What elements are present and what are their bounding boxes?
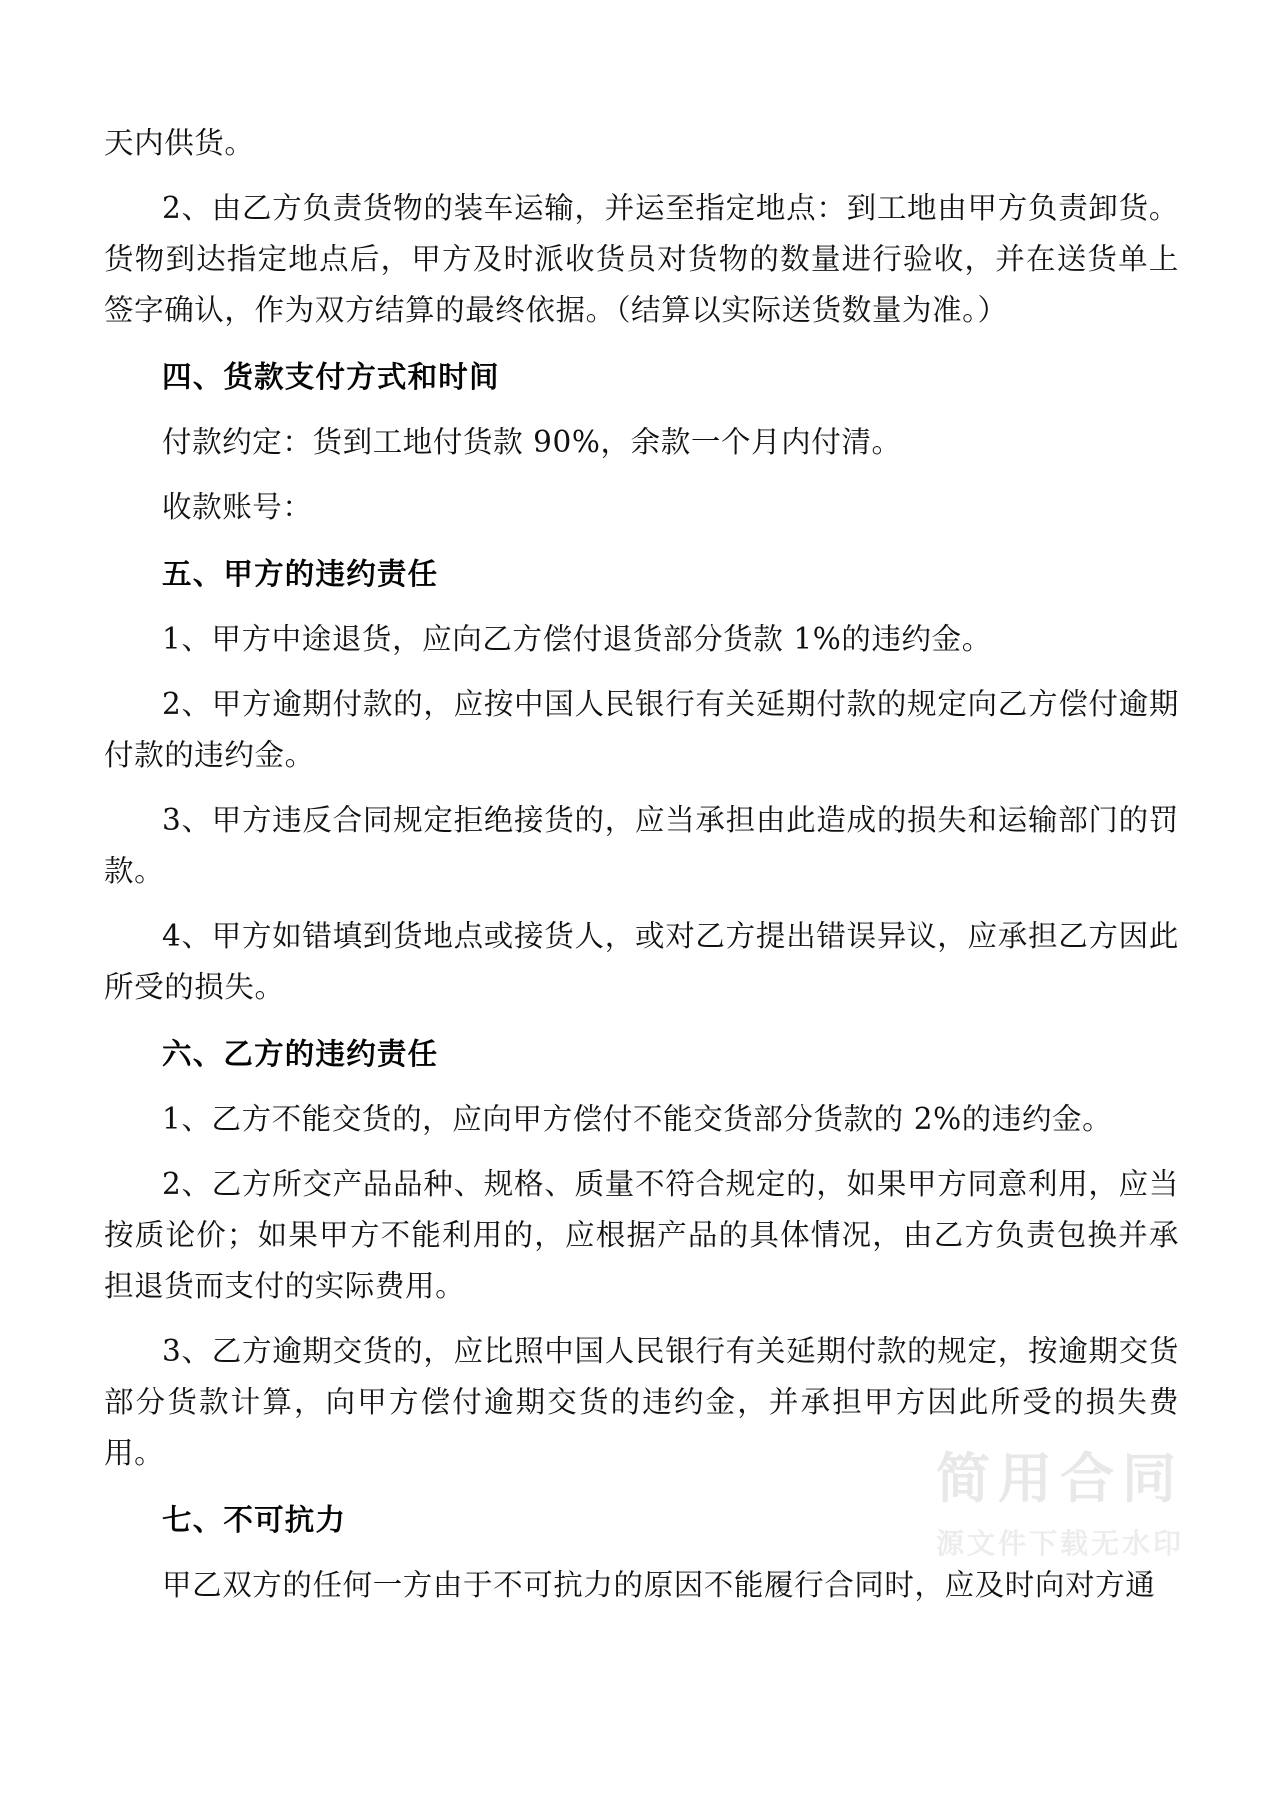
paragraph-receiving-account: 收款账号： [162,490,313,524]
document-body [104,118,1179,1625]
paragraph-party-a-item-2: 2、甲方逾期付款的，应按中国人民银行有关延期付款的规定向乙方偿付逾期付款的违约金。 [104,687,1179,772]
section-heading-party-b-liability: 六、乙方的违约责任 [162,1037,439,1071]
section-heading-force-majeure: 七、不可抗力 [162,1503,347,1537]
watermark-brand-text: 简用合同 [935,1446,1184,1510]
section-heading-payment: 四、货款支付方式和时间 [162,360,500,394]
section-heading-party-a-liability: 五、甲方的违约责任 [162,557,439,591]
paragraph-continuation: 天内供货。 [104,126,255,160]
paragraph-payment-terms: 付款约定：货到工地付货款 90%，余款一个月内付清。 [162,425,902,459]
paragraph-party-b-item-3: 3、乙方逾期交货的，应比照中国人民银行有关延期付款的规定，按逾期交货部分货款计算，向甲方偿付逾期交货的违约金，并承担甲方因此所受的损失费用。 [104,1334,1179,1470]
paragraph-force-majeure-body: 甲乙双方的任何一方由于不可抗力的原因不能履行合同时，应及时向对方通 [162,1568,1156,1602]
paragraph-delivery-transport: 2、由乙方负责货物的装车运输，并运至指定地点：到工地由甲方负责卸货。货物到达指定地点后，甲方及时派收货员对货物的数量进行验收，并在送货单上签字确认，作为双方结算的最终依据。（结算以实际送货数量为准。） [104,191,1179,327]
paragraph-party-b-item-2: 2、乙方所交产品品种、规格、质量不符合规定的，如果甲方同意利用，应当按质论价；如果甲方不能利用的，应根据产品的具体情况，由乙方负责包换并承担退货而支付的实际费用。 [104,1167,1179,1303]
paragraph-party-a-item-1: 1、甲方中途退货，应向乙方偿付退货部分货款 1%的违约金。 [162,622,992,656]
paragraph-party-a-item-4: 4、甲方如错填到货地点或接货人，或对乙方提出错误异议，应承担乙方因此所受的损失。 [104,919,1179,1004]
paragraph-party-a-item-3: 3、甲方违反合同规定拒绝接货的，应当承担由此造成的损失和运输部门的罚款。 [104,803,1179,888]
watermark-subtitle-text: 源文件下载无水印 [935,1527,1184,1560]
paragraph-party-b-item-1: 1、乙方不能交货的，应向甲方偿付不能交货部分货款的 2%的违约金。 [162,1102,1113,1136]
